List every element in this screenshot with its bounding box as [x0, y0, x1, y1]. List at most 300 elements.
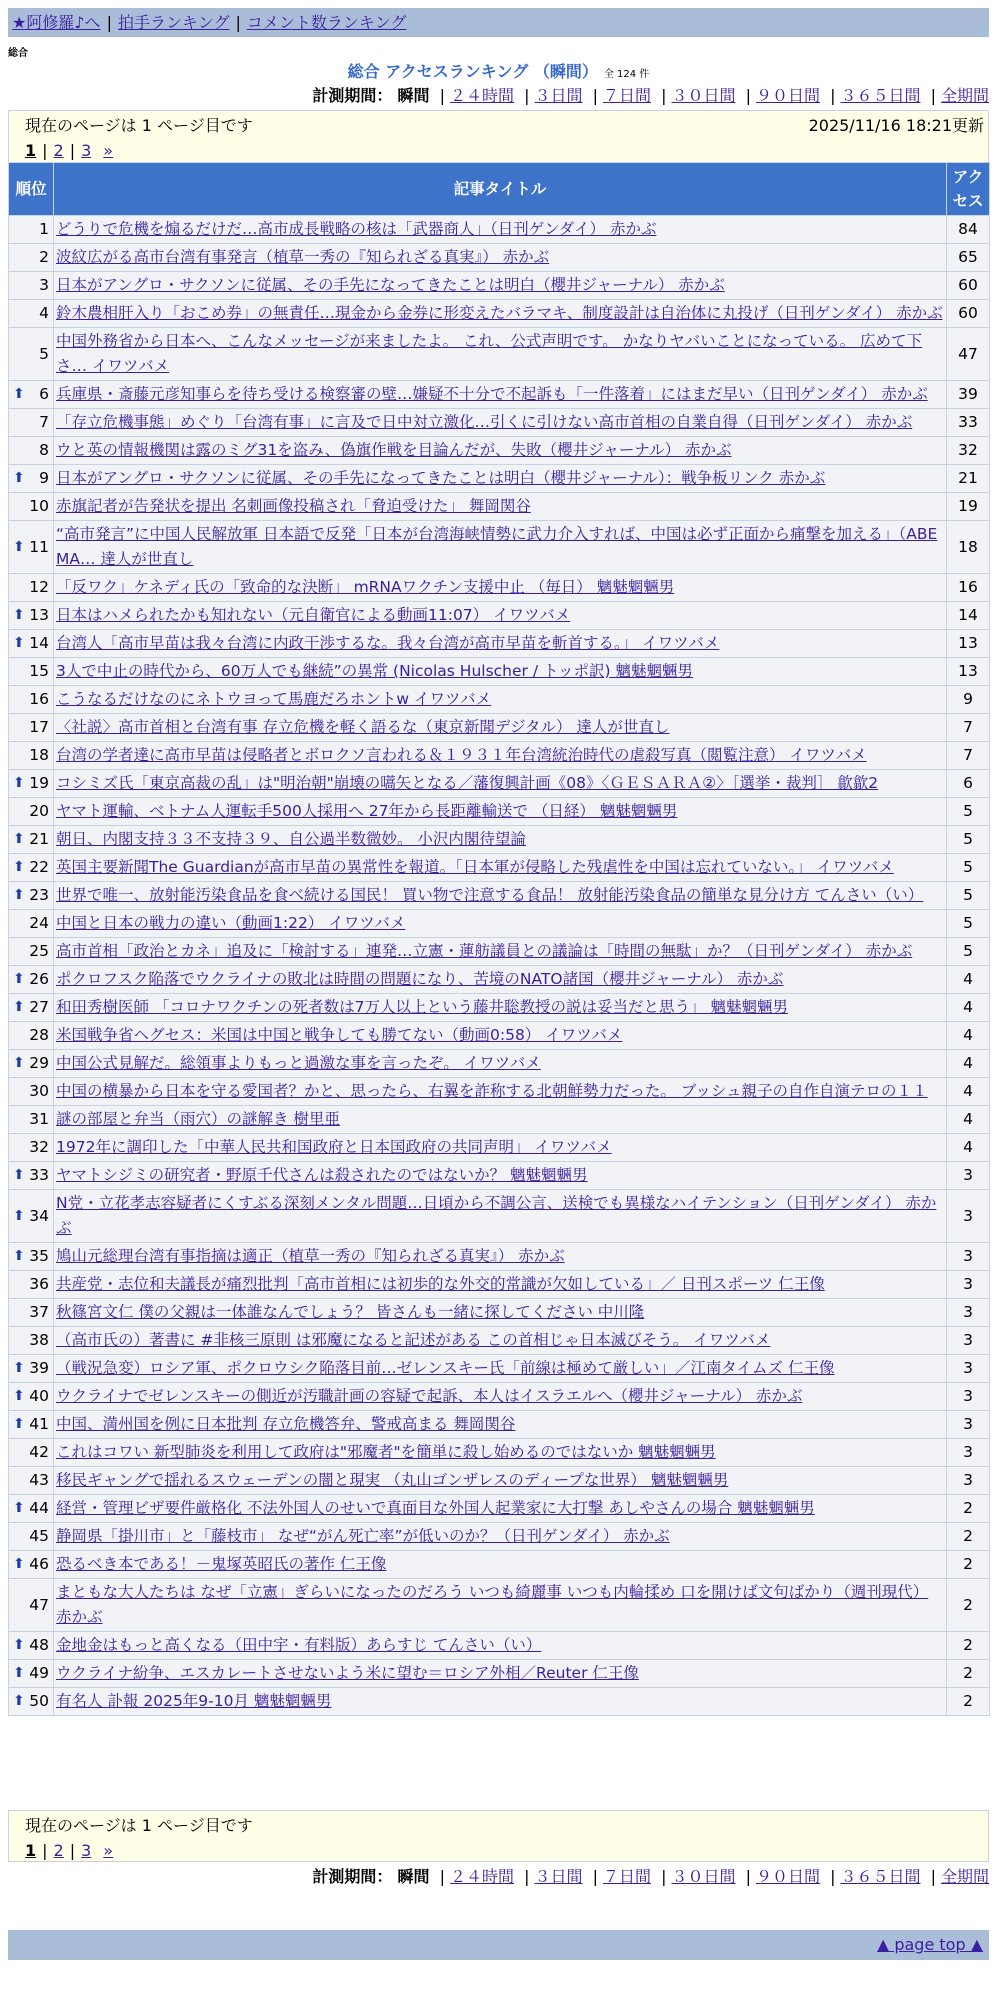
period-link-7d[interactable]: ７日間 — [602, 86, 651, 105]
table-row — [9, 686, 990, 714]
nav-link-comment-ranking[interactable]: コメント数ランキング — [246, 13, 407, 32]
table-row — [9, 1134, 990, 1162]
rank-cell — [9, 381, 54, 409]
table-row — [9, 409, 990, 437]
rank-cell — [9, 630, 54, 658]
article-title-link[interactable]: まともな大人たちは なぜ「立憲」ぎらいになったのだろう いつも綺麗事 いつも内輪揉め 口を開けば文句ばかり（週刊現代） 赤かぶ — [56, 1583, 929, 1626]
table-row — [9, 882, 990, 910]
title-cell — [54, 1411, 947, 1439]
article-title-link[interactable]: 英国主要新聞The Guardianが高市早苗の異常性を報道。「日本軍が侵略した残虐性を中国は忘れていない。」 イワツバメ — [56, 858, 894, 876]
rank-cell — [9, 1632, 54, 1660]
article-title-link[interactable]: 経営・管理ビザ要件厳格化 不法外国人のせいで真面目な外国人起業家に大打撃 あしやさんの場合 魑魅魍魎男 — [56, 1499, 815, 1517]
article-title-link[interactable]: コシミズ氏「東京高裁の乱」は"明治朝"崩壊の嚆矢となる／藩復興計画《08》〈ＧＥＳＡＲＡ②〉［選挙・裁判］ 歙歙2 — [56, 774, 879, 792]
title-cell — [54, 574, 947, 602]
rank-cell — [9, 1660, 54, 1688]
access-count: 19 — [947, 493, 990, 521]
article-title-link[interactable]: ヤマトシジミの研究者・野原千代さんは殺されたのではないか？ 魑魅魍魎男 — [56, 1166, 588, 1184]
title-cell — [54, 658, 947, 686]
access-count: 3 — [947, 1439, 990, 1467]
rank-cell — [9, 1327, 54, 1355]
article-title-link[interactable]: 世界で唯一、放射能汚染食品を食べ続ける国民！ 買い物で注意する食品！ 放射能汚染食品の簡単な見分け方 てんさい（い） — [56, 886, 924, 904]
access-count: 2 — [947, 1523, 990, 1551]
table-row — [9, 465, 990, 493]
rank-number: 47 — [29, 1595, 49, 1614]
table-row — [9, 574, 990, 602]
article-title-link[interactable]: 「存立危機事態」めぐり「台湾有事」に言及で日中対立激化…引くに引けない高市首相の自業自得（日刊ゲンダイ） 赤かぶ — [56, 413, 913, 431]
title-cell — [54, 1271, 947, 1299]
rank-number: 18 — [29, 746, 49, 764]
access-count: 32 — [947, 437, 990, 465]
rank-number: 40 — [29, 1387, 49, 1405]
rank-cell — [9, 300, 54, 328]
title-cell — [54, 742, 947, 770]
table-row — [9, 300, 990, 328]
access-count: 60 — [947, 272, 990, 300]
table-row — [9, 854, 990, 882]
updated-timestamp: 2025/11/16 18:21更新 — [808, 116, 984, 135]
title-cell — [54, 1383, 947, 1411]
rank-number: 25 — [29, 942, 49, 960]
title-cell — [54, 521, 947, 574]
table-row — [9, 1022, 990, 1050]
title-cell — [54, 1050, 947, 1078]
rank-cell — [9, 1106, 54, 1134]
rank-number: 20 — [29, 802, 49, 820]
rank-cell — [9, 798, 54, 826]
article-title-link[interactable]: ウと英の情報機関は露のミグ31を盗み、偽旗作戦を目論んだが、失敗（櫻井ジャーナル） 赤かぶ — [56, 441, 732, 459]
rank-number: 21 — [29, 830, 49, 848]
rank-cell — [9, 1411, 54, 1439]
up-arrow-icon: ⬆ — [13, 1388, 25, 1404]
rank-number: 2 — [39, 248, 49, 266]
article-title-link[interactable]: どうりで危機を煽るだけだ…高市成長戦略の核は「武器商人」（日刊ゲンダイ） 赤かぶ — [56, 220, 657, 238]
period-link-24h[interactable]: ２４時間 — [449, 86, 514, 105]
period-link-30d[interactable]: ３０日間 — [671, 86, 736, 105]
pager-next[interactable]: » — [103, 1841, 114, 1860]
article-title-link[interactable]: 鈴木農相肝入り「おこめ券」の無責任…現金から金券に形変えたバラマキ、制度設計は自治体に丸投げ（日刊ゲンダイ） 赤かぶ — [56, 304, 943, 322]
article-title-link[interactable]: 鳩山元総理台湾有事指摘は適正（植草一秀の『知られざる真実』） 赤かぶ — [56, 1247, 565, 1265]
pager-bottom: 1 | 2 | 3 » — [25, 1841, 114, 1860]
access-count: 4 — [947, 1022, 990, 1050]
table-row — [9, 1579, 990, 1632]
rank-cell — [9, 328, 54, 381]
rank-cell — [9, 1551, 54, 1579]
article-title-link[interactable]: 謎の部屋と弁当（雨穴）の謎解き 樹里亜 — [56, 1110, 340, 1128]
title-cell — [54, 798, 947, 826]
rank-number: 30 — [29, 1082, 49, 1100]
table-row — [9, 437, 990, 465]
table-row — [9, 714, 990, 742]
rank-number: 31 — [29, 1110, 49, 1128]
article-title-link[interactable]: ウクライナ紛争、エスカレートさせないよう米に望む＝ロシア外相／Reuter 仁王像 — [56, 1664, 639, 1682]
article-title-link[interactable]: 秋篠宮文仁 僕の父親は一体誰なんでしょう？ 皆さんも一緒に探してください 中川隆 — [56, 1303, 645, 1321]
table-row — [9, 1299, 990, 1327]
up-arrow-icon: ⬆ — [13, 1416, 25, 1432]
article-title-link[interactable]: 和田秀樹医師 「コロナワクチンの死者数は7万人以上という藤井聡教授の説は妥当だと思う」 魑魅魍魎男 — [56, 998, 788, 1016]
article-title-link[interactable]: 米国戦争省ヘグセス：米国は中国と戦争しても勝てない（動画0:58） イワツバメ — [56, 1026, 623, 1044]
article-title-link[interactable]: 台湾人「高市早苗は我々台湾に内政干渉するな。我々台湾が高市早苗を斬首する。」 イワツバメ — [56, 634, 720, 652]
period-link-90d[interactable]: ９０日間 — [755, 86, 820, 105]
title-cell — [54, 854, 947, 882]
pager-current: 1 — [25, 1841, 37, 1860]
rank-number: 32 — [29, 1138, 49, 1156]
access-count: 2 — [947, 1551, 990, 1579]
title-cell — [54, 910, 947, 938]
table-row — [9, 1243, 990, 1271]
title-cell — [54, 770, 947, 798]
access-count: 4 — [947, 1134, 990, 1162]
table-row — [9, 1271, 990, 1299]
rank-number: 48 — [29, 1636, 49, 1654]
title-cell — [54, 1327, 947, 1355]
title-cell — [54, 1162, 947, 1190]
table-row — [9, 1551, 990, 1579]
article-title-link[interactable]: 中国、満州国を例に日本批判 存立危機答弁、警戒高まる 舞岡関谷 — [56, 1415, 516, 1433]
article-title-link[interactable]: N党・立花孝志容疑者にくすぶる深刻メンタル問題…日頃から不調公言、送検でも異様なハイテンション（日刊ゲンダイ） 赤かぶ — [56, 1194, 937, 1237]
access-count: 4 — [947, 1078, 990, 1106]
title-cell — [54, 1495, 947, 1523]
period-link-all[interactable]: 全期間 — [940, 1867, 989, 1886]
article-title-link[interactable]: （高市氏の）著書に #非核三原則 は邪魔になると記述がある この首相じゃ日本滅びそう。 イワツバメ — [56, 1331, 771, 1349]
up-arrow-icon: ⬆ — [13, 999, 25, 1015]
article-title-link[interactable]: 「反ワク」ケネディ氏の「致命的な決断」 mRNAワクチン支援中止 （毎日） 魑魅魍魎男 — [56, 578, 675, 596]
rank-cell — [9, 602, 54, 630]
title-cell — [54, 272, 947, 300]
article-title-link[interactable]: 〈社説〉高市首相と台湾有事 存立危機を軽く語るな（東京新聞デジタル） 達人が世直し — [56, 718, 670, 736]
access-count: 3 — [947, 1162, 990, 1190]
title-cell — [54, 966, 947, 994]
article-title-link[interactable]: 移民ギャングで揺れるスウェーデンの闇と現実 （丸山ゴンザレスのディープな世界） 魑魅魍魎男 — [56, 1471, 729, 1489]
article-title-link[interactable]: 兵庫県・斎藤元彦知事らを待ち受ける検察審の壁…嫌疑不十分で不起訴も「一件落着」にはまだ早い（日刊ゲンダイ） 赤かぶ — [56, 385, 928, 403]
title-cell — [54, 493, 947, 521]
access-count: 4 — [947, 994, 990, 1022]
rank-cell — [9, 1688, 54, 1716]
rank-cell — [9, 1271, 54, 1299]
rank-cell — [9, 272, 54, 300]
table-row — [9, 272, 990, 300]
table-row — [9, 328, 990, 381]
article-title-link[interactable]: 日本はハメられたかも知れない（元自衛官による動画11:07） イワツバメ — [56, 606, 571, 624]
access-count: 2 — [947, 1495, 990, 1523]
pager-top: 1 | 2 | 3 » — [25, 141, 114, 160]
title-cell — [54, 1632, 947, 1660]
page-top-link[interactable]: ▲ page top ▲ — [876, 1935, 983, 1954]
title-cell — [54, 381, 947, 409]
article-title-link[interactable]: 共産党・志位和夫議長が痛烈批判「高市首相には初歩的な外交的常識が欠如している」／ 日刊スポーツ 仁王像 — [56, 1275, 825, 1293]
rank-number: 29 — [29, 1054, 49, 1072]
title-cell — [54, 1579, 947, 1632]
table-row — [9, 1190, 990, 1243]
access-count: 14 — [947, 602, 990, 630]
pager-next[interactable]: » — [103, 141, 114, 160]
nav-link-clap-ranking[interactable]: 拍手ランキング — [117, 13, 230, 32]
title-cell — [54, 826, 947, 854]
article-title-link[interactable]: 赤旗記者が告発状を提出 名刺画像投稿され「脅迫受けた」 舞岡関谷 — [56, 497, 531, 515]
access-count: 5 — [947, 798, 990, 826]
article-title-link[interactable]: “高市発言”に中国人民解放軍 日本語で反発「日本が台湾海峡情勢に武力介入すれば、中国は必ず正面から痛撃を加える」（ABEMA… 達人が世直し — [56, 525, 938, 568]
rank-number: 27 — [29, 998, 49, 1016]
access-count: 3 — [947, 1190, 990, 1243]
period-link-7d[interactable]: ７日間 — [602, 1867, 651, 1886]
rank-cell — [9, 1078, 54, 1106]
access-count: 3 — [947, 1411, 990, 1439]
title-cell — [54, 1551, 947, 1579]
period-link-90d[interactable]: ９０日間 — [755, 1867, 820, 1886]
up-arrow-icon: ⬆ — [13, 1556, 25, 1572]
rank-cell — [9, 882, 54, 910]
article-title-link[interactable]: 中国外務省から日本へ、こんなメッセージが来ましたよ。 これ、公式声明です。 かなりヤバいことになっている。 広めて下さ… イワツバメ — [56, 332, 923, 375]
up-arrow-icon: ⬆ — [13, 1500, 25, 1516]
article-title-link[interactable]: 波紋広がる高市台湾有事発言（植草一秀の『知られざる真実』） 赤かぶ — [56, 248, 550, 266]
nav-link-asyura[interactable]: ★阿修羅♪へ — [12, 13, 101, 32]
rank-number: 19 — [29, 774, 49, 792]
period-link-all[interactable]: 全期間 — [940, 86, 989, 105]
rank-number: 24 — [29, 914, 49, 932]
title-cell — [54, 465, 947, 493]
up-arrow-icon: ⬆ — [13, 1693, 25, 1709]
rank-cell — [9, 1190, 54, 1243]
table-row — [9, 938, 990, 966]
access-count: 13 — [947, 630, 990, 658]
article-title-link[interactable]: ウクライナでゼレンスキーの側近が汚職計画の容疑で起訴、本人はイスラエルへ（櫻井ジャーナル） 赤かぶ — [56, 1387, 803, 1405]
rank-number: 9 — [39, 469, 49, 487]
period-link-24h[interactable]: ２４時間 — [449, 1867, 514, 1886]
title-cell — [54, 409, 947, 437]
article-title-link[interactable]: 中国公式見解だ。総領事よりもっと過激な事を言ったぞ。 イワツバメ — [56, 1054, 541, 1072]
article-title-link[interactable]: 静岡県「掛川市」と「藤枝市」 なぜ“がん死亡率”が低いのか？（日刊ゲンダイ） 赤かぶ — [56, 1527, 670, 1545]
rank-number: 42 — [29, 1443, 49, 1461]
rank-cell — [9, 742, 54, 770]
article-title-link[interactable]: ポクロフスク陥落でウクライナの敗北は時間の問題になり、苦境のNATO諸国（櫻井ジャーナル） 赤かぶ — [56, 970, 784, 988]
table-row — [9, 798, 990, 826]
access-count: 9 — [947, 686, 990, 714]
pager-link-2[interactable]: 2 — [53, 141, 64, 160]
article-title-link[interactable]: 朝日、内閣支持３３不支持３９、自公過半数微妙。 小沢内閣待望論 — [56, 830, 526, 848]
rank-number: 39 — [29, 1359, 49, 1377]
rank-cell — [9, 826, 54, 854]
period-link-365d[interactable]: ３６５日間 — [840, 86, 921, 105]
header-access: アクセス — [947, 163, 990, 216]
rank-cell — [9, 1162, 54, 1190]
article-title-link[interactable]: （戦況急変）ロシア軍、ポクロウシク陥落目前…ゼレンスキー氏「前線は極めて厳しい」／江南タイムズ 仁王像 — [56, 1359, 835, 1377]
article-title-link[interactable]: ヤマト運輸、ベトナム人運転手500人採用へ 27年から長距離輸送で （日経） 魑魅魍魎男 — [56, 802, 678, 820]
access-count: 4 — [947, 966, 990, 994]
title-cell — [54, 300, 947, 328]
period-link-365d[interactable]: ３６５日間 — [840, 1867, 921, 1886]
up-arrow-icon: ⬆ — [13, 1167, 25, 1183]
rank-cell — [9, 938, 54, 966]
access-count: 6 — [947, 770, 990, 798]
title-cell — [54, 1660, 947, 1688]
title-cell — [54, 1439, 947, 1467]
rank-number: 44 — [29, 1499, 49, 1517]
rank-number: 22 — [29, 858, 49, 876]
rank-cell — [9, 465, 54, 493]
article-title-link[interactable]: これはコワい 新型肺炎を利用して政府は"邪魔者"を簡単に殺し始めるのではないか 魑魅魍魎男 — [56, 1443, 716, 1461]
table-row — [9, 910, 990, 938]
article-title-link[interactable]: 中国の横暴から日本を守る愛国者？かと、思ったら、右翼を詐称する北朝鮮勢力だった。 ブッシュ親子の自作自演テロの１１ — [56, 1082, 928, 1100]
rank-cell — [9, 216, 54, 244]
article-title-link[interactable]: 有名人 訃報 2025年9-10月 魑魅魍魎男 — [56, 1692, 332, 1710]
period-selector-top: 計測期間： 瞬間 | ２４時間 | ３日間 | ７日間 | ３０日間 | ９０日間 | ３６５日間 | 全期間 — [312, 86, 989, 105]
rank-cell — [9, 686, 54, 714]
rank-number: 11 — [29, 537, 49, 556]
period-label: 計測期間： — [312, 86, 393, 105]
access-count: 3 — [947, 1243, 990, 1271]
table-row — [9, 1078, 990, 1106]
bottom-bar — [8, 1930, 989, 1960]
up-arrow-icon: ⬆ — [13, 635, 25, 651]
title-cell — [54, 714, 947, 742]
access-count: 21 — [947, 465, 990, 493]
rank-cell — [9, 1050, 54, 1078]
rank-cell — [9, 1299, 54, 1327]
page-title-block — [0, 60, 997, 87]
rank-cell — [9, 910, 54, 938]
article-title-link[interactable]: 中国と日本の戦力の違い（動画1:22） イワツバメ — [56, 914, 406, 932]
title-cell — [54, 882, 947, 910]
article-title-link[interactable]: 1972年に調印した「中華人民共和国政府と日本国政府の共同声明」 イワツバメ — [56, 1138, 612, 1156]
access-count: 2 — [947, 1579, 990, 1632]
title-cell — [54, 994, 947, 1022]
rank-cell — [9, 1467, 54, 1495]
rank-number: 14 — [29, 634, 49, 652]
page-info-top — [8, 110, 989, 162]
rank-number: 33 — [29, 1166, 49, 1184]
pager-link-3[interactable]: 3 — [81, 141, 92, 160]
rank-number: 8 — [39, 441, 49, 459]
article-title-link[interactable]: 金地金はもっと高くなる（田中宇・有料版）あらすじ てんさい（い） — [56, 1636, 542, 1654]
title-cell — [54, 1243, 947, 1271]
rank-number: 17 — [29, 718, 49, 736]
up-arrow-icon: ⬆ — [13, 1055, 25, 1071]
title-cell — [54, 1523, 947, 1551]
article-title-link[interactable]: 3人で中止の時代から、60万人でも継続”の異常 (Nicolas Hulscher / トッポ訳) 魑魅魍魎男 — [56, 662, 694, 680]
article-title-link[interactable]: 日本がアングロ・サクソンに従属、その手先になってきたことは明白（櫻井ジャーナル） 赤かぶ — [56, 276, 725, 294]
pager-link-3[interactable]: 3 — [81, 1841, 92, 1860]
top-nav-bar: ★阿修羅♪へ | 拍手ランキング | コメント数ランキング — [8, 8, 989, 37]
access-count: 5 — [947, 882, 990, 910]
rank-cell — [9, 770, 54, 798]
table-row — [9, 521, 990, 574]
rank-number: 16 — [29, 690, 49, 708]
article-title-link[interactable]: 高市首相「政治とカネ」追及に「検討する」連発…立憲・蓮舫議員との議論は「時間の無駄」か？（日刊ゲンダイ） 赤かぶ — [56, 942, 913, 960]
rank-number: 50 — [29, 1692, 49, 1710]
title-cell — [54, 1355, 947, 1383]
rank-cell — [9, 1579, 54, 1632]
up-arrow-icon: ⬆ — [13, 1248, 25, 1264]
rank-cell — [9, 1439, 54, 1467]
access-count: 7 — [947, 742, 990, 770]
access-count: 3 — [947, 1355, 990, 1383]
up-arrow-icon: ⬆ — [13, 1360, 25, 1376]
title-cell — [54, 1022, 947, 1050]
access-count: 3 — [947, 1467, 990, 1495]
up-arrow-icon: ⬆ — [13, 831, 25, 847]
table-row — [9, 1688, 990, 1716]
rank-number: 15 — [29, 662, 49, 680]
rank-number: 23 — [29, 886, 49, 904]
table-row — [9, 244, 990, 272]
title-cell — [54, 244, 947, 272]
rank-number: 5 — [39, 344, 49, 363]
title-cell — [54, 1078, 947, 1106]
table-row — [9, 1162, 990, 1190]
access-count: 18 — [947, 521, 990, 574]
access-count: 5 — [947, 854, 990, 882]
page-info-bottom — [8, 1810, 989, 1862]
rank-number: 10 — [29, 497, 49, 515]
access-count: 7 — [947, 714, 990, 742]
rank-cell — [9, 493, 54, 521]
table-row — [9, 1495, 990, 1523]
up-arrow-icon: ⬆ — [13, 775, 25, 791]
access-count: 2 — [947, 1688, 990, 1716]
article-title-link[interactable]: こうなるだけなのにネトウヨって馬鹿だろホントw イワツバメ — [56, 690, 492, 708]
period-link-3d[interactable]: ３日間 — [534, 86, 583, 105]
table-row — [9, 1467, 990, 1495]
access-count: 84 — [947, 216, 990, 244]
rank-cell — [9, 409, 54, 437]
rank-cell — [9, 1523, 54, 1551]
table-row — [9, 1327, 990, 1355]
table-row — [9, 1439, 990, 1467]
pager-link-2[interactable]: 2 — [53, 1841, 64, 1860]
article-title-link[interactable]: 台湾の学者達に高市早苗は侵略者とボロクソ言われる＆１９３１年台湾統治時代の虐殺写真（閲覧注意） イワツバメ — [56, 746, 867, 764]
access-count: 2 — [947, 1660, 990, 1688]
access-count: 33 — [947, 409, 990, 437]
table-row — [9, 493, 990, 521]
rank-number: 4 — [39, 304, 49, 322]
access-count: 4 — [947, 1106, 990, 1134]
rank-number: 6 — [39, 385, 49, 403]
period-current: 瞬間 — [397, 86, 430, 105]
header-title: 記事タイトル — [54, 163, 947, 216]
period-link-3d[interactable]: ３日間 — [534, 1867, 583, 1886]
table-row — [9, 994, 990, 1022]
up-arrow-icon: ⬆ — [13, 1207, 25, 1224]
title-cell — [54, 1688, 947, 1716]
table-row — [9, 1660, 990, 1688]
access-count: 3 — [947, 1327, 990, 1355]
pager-current: 1 — [25, 141, 37, 160]
access-count: 60 — [947, 300, 990, 328]
table-row — [9, 1383, 990, 1411]
access-count: 2 — [947, 1632, 990, 1660]
rank-number: 7 — [39, 413, 49, 431]
table-row — [9, 966, 990, 994]
article-title-link[interactable]: 日本がアングロ・サクソンに従属、その手先になってきたことは明白（櫻井ジャーナル）：戦争板リンク 赤かぶ — [56, 469, 826, 487]
up-arrow-icon: ⬆ — [13, 386, 25, 402]
rank-number: 1 — [39, 220, 49, 238]
rank-cell — [9, 714, 54, 742]
header-rank: 順位 — [9, 163, 54, 216]
period-label: 計測期間： — [312, 1867, 393, 1886]
rank-number: 49 — [29, 1664, 49, 1682]
page-title: 総合 アクセスランキング （瞬間） — [347, 62, 598, 81]
rank-cell — [9, 1022, 54, 1050]
up-arrow-icon: ⬆ — [13, 1637, 25, 1653]
table-row — [9, 826, 990, 854]
rank-cell — [9, 658, 54, 686]
rank-number: 3 — [39, 276, 49, 294]
rank-number: 12 — [29, 578, 49, 596]
article-title-link[interactable]: 恐るべき本である！－鬼塚英昭氏の著作 仁王像 — [56, 1555, 387, 1573]
up-arrow-icon: ⬆ — [13, 607, 25, 623]
period-link-30d[interactable]: ３０日間 — [671, 1867, 736, 1886]
title-cell — [54, 437, 947, 465]
title-cell — [54, 328, 947, 381]
